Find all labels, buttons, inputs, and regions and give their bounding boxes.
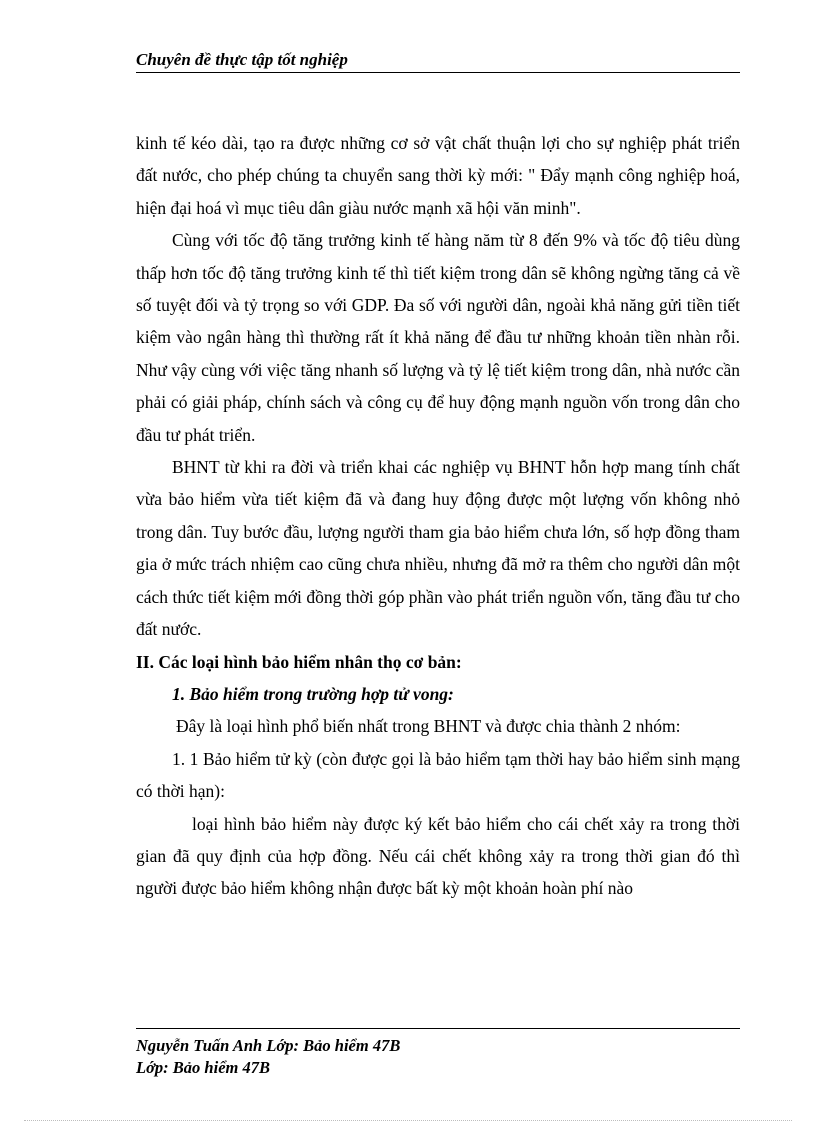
- section-heading: II. Các loại hình bảo hiểm nhân thọ cơ bản:: [136, 651, 462, 672]
- header-title: Chuyên đề thực tập tốt nghiệp: [136, 50, 348, 69]
- item-term-insurance-body: loại hình bảo hiểm này được ký kết bảo hiểm cho cái chết xảy ra trong thời gian đã quy định của hợp đồng. Nếu cái chết không xảy ra trong thời gian đó thì người được bảo hiểm không nhận được bất kỳ một khoản hoàn phí nào: [136, 813, 740, 899]
- paragraph-continuation: kinh tế kéo dài, tạo ra được những cơ sở vật chất thuận lợi cho sự nghiệp phát triển đất nước, cho phép chúng ta chuyển sang thời kỳ mới: " Đẩy mạnh công nghiệp hoá, hiện đại hoá vì mục tiêu dân giàu nước mạnh xã hội văn minh".: [136, 133, 740, 218]
- page-header: [136, 48, 740, 73]
- footer-author: Nguyễn Tuấn Anh Lớp: Bảo hiểm 47B: [136, 1036, 401, 1055]
- intro-line: Đây là loại hình phổ biến nhất trong BHNT và được chia thành 2 nhóm:: [176, 716, 681, 737]
- page-footer: [136, 1028, 740, 1079]
- document-body: [136, 127, 740, 905]
- item-term-insurance: 1. 1 Bảo hiểm tử kỳ (còn được gọi là bảo hiểm tạm thời hay bảo hiểm sinh mạng có thời hạn):: [136, 748, 740, 802]
- footer-class: Lớp: Bảo hiểm 47B: [136, 1058, 270, 1077]
- subsection-heading: 1. Bảo hiểm trong trường hợp tử vong:: [172, 683, 454, 704]
- paragraph-savings: Cùng với tốc độ tăng trưởng kinh tế hàng năm từ 8 đến 9% và tốc độ tiêu dùng thấp hơn tốc độ tăng trưởng kinh tế thì tiết kiệm trong dân sẽ không ngừng tăng cả về số tuyệt đối và tỷ trọng so với GDP. Đa số với người dân, ngoài khả năng gửi tiền tiết kiệm vào ngân hàng thì thường rất ít khả năng để đầu tư những khoản tiền nhàn rỗi. Như vậy cùng với việc tăng nhanh số lượng và tỷ lệ tiết kiệm trong dân, nhà nước cần phải có giải pháp, chính sách và công cụ để huy động mạnh nguồn vốn trong dân cho đầu tư phát triển.: [136, 230, 740, 445]
- paragraph-bhnt: BHNT từ khi ra đời và triển khai các nghiệp vụ BHNT hỗn hợp mang tính chất vừa bảo hiểm vừa tiết kiệm đã và đang huy động được một lượng vốn không nhỏ trong dân. Tuy bước đầu, lượng người tham gia bảo hiểm chưa lớn, số hợp đồng tham gia ở mức trách nhiệm cao cũng chưa nhiều, nhưng đã mở ra thêm cho người dân một cách thức tiết kiệm mới đồng thời góp phần vào phát triển nguồn vốn, tăng đầu tư cho đất nước.: [136, 457, 740, 640]
- page-bottom-divider: [24, 1120, 792, 1121]
